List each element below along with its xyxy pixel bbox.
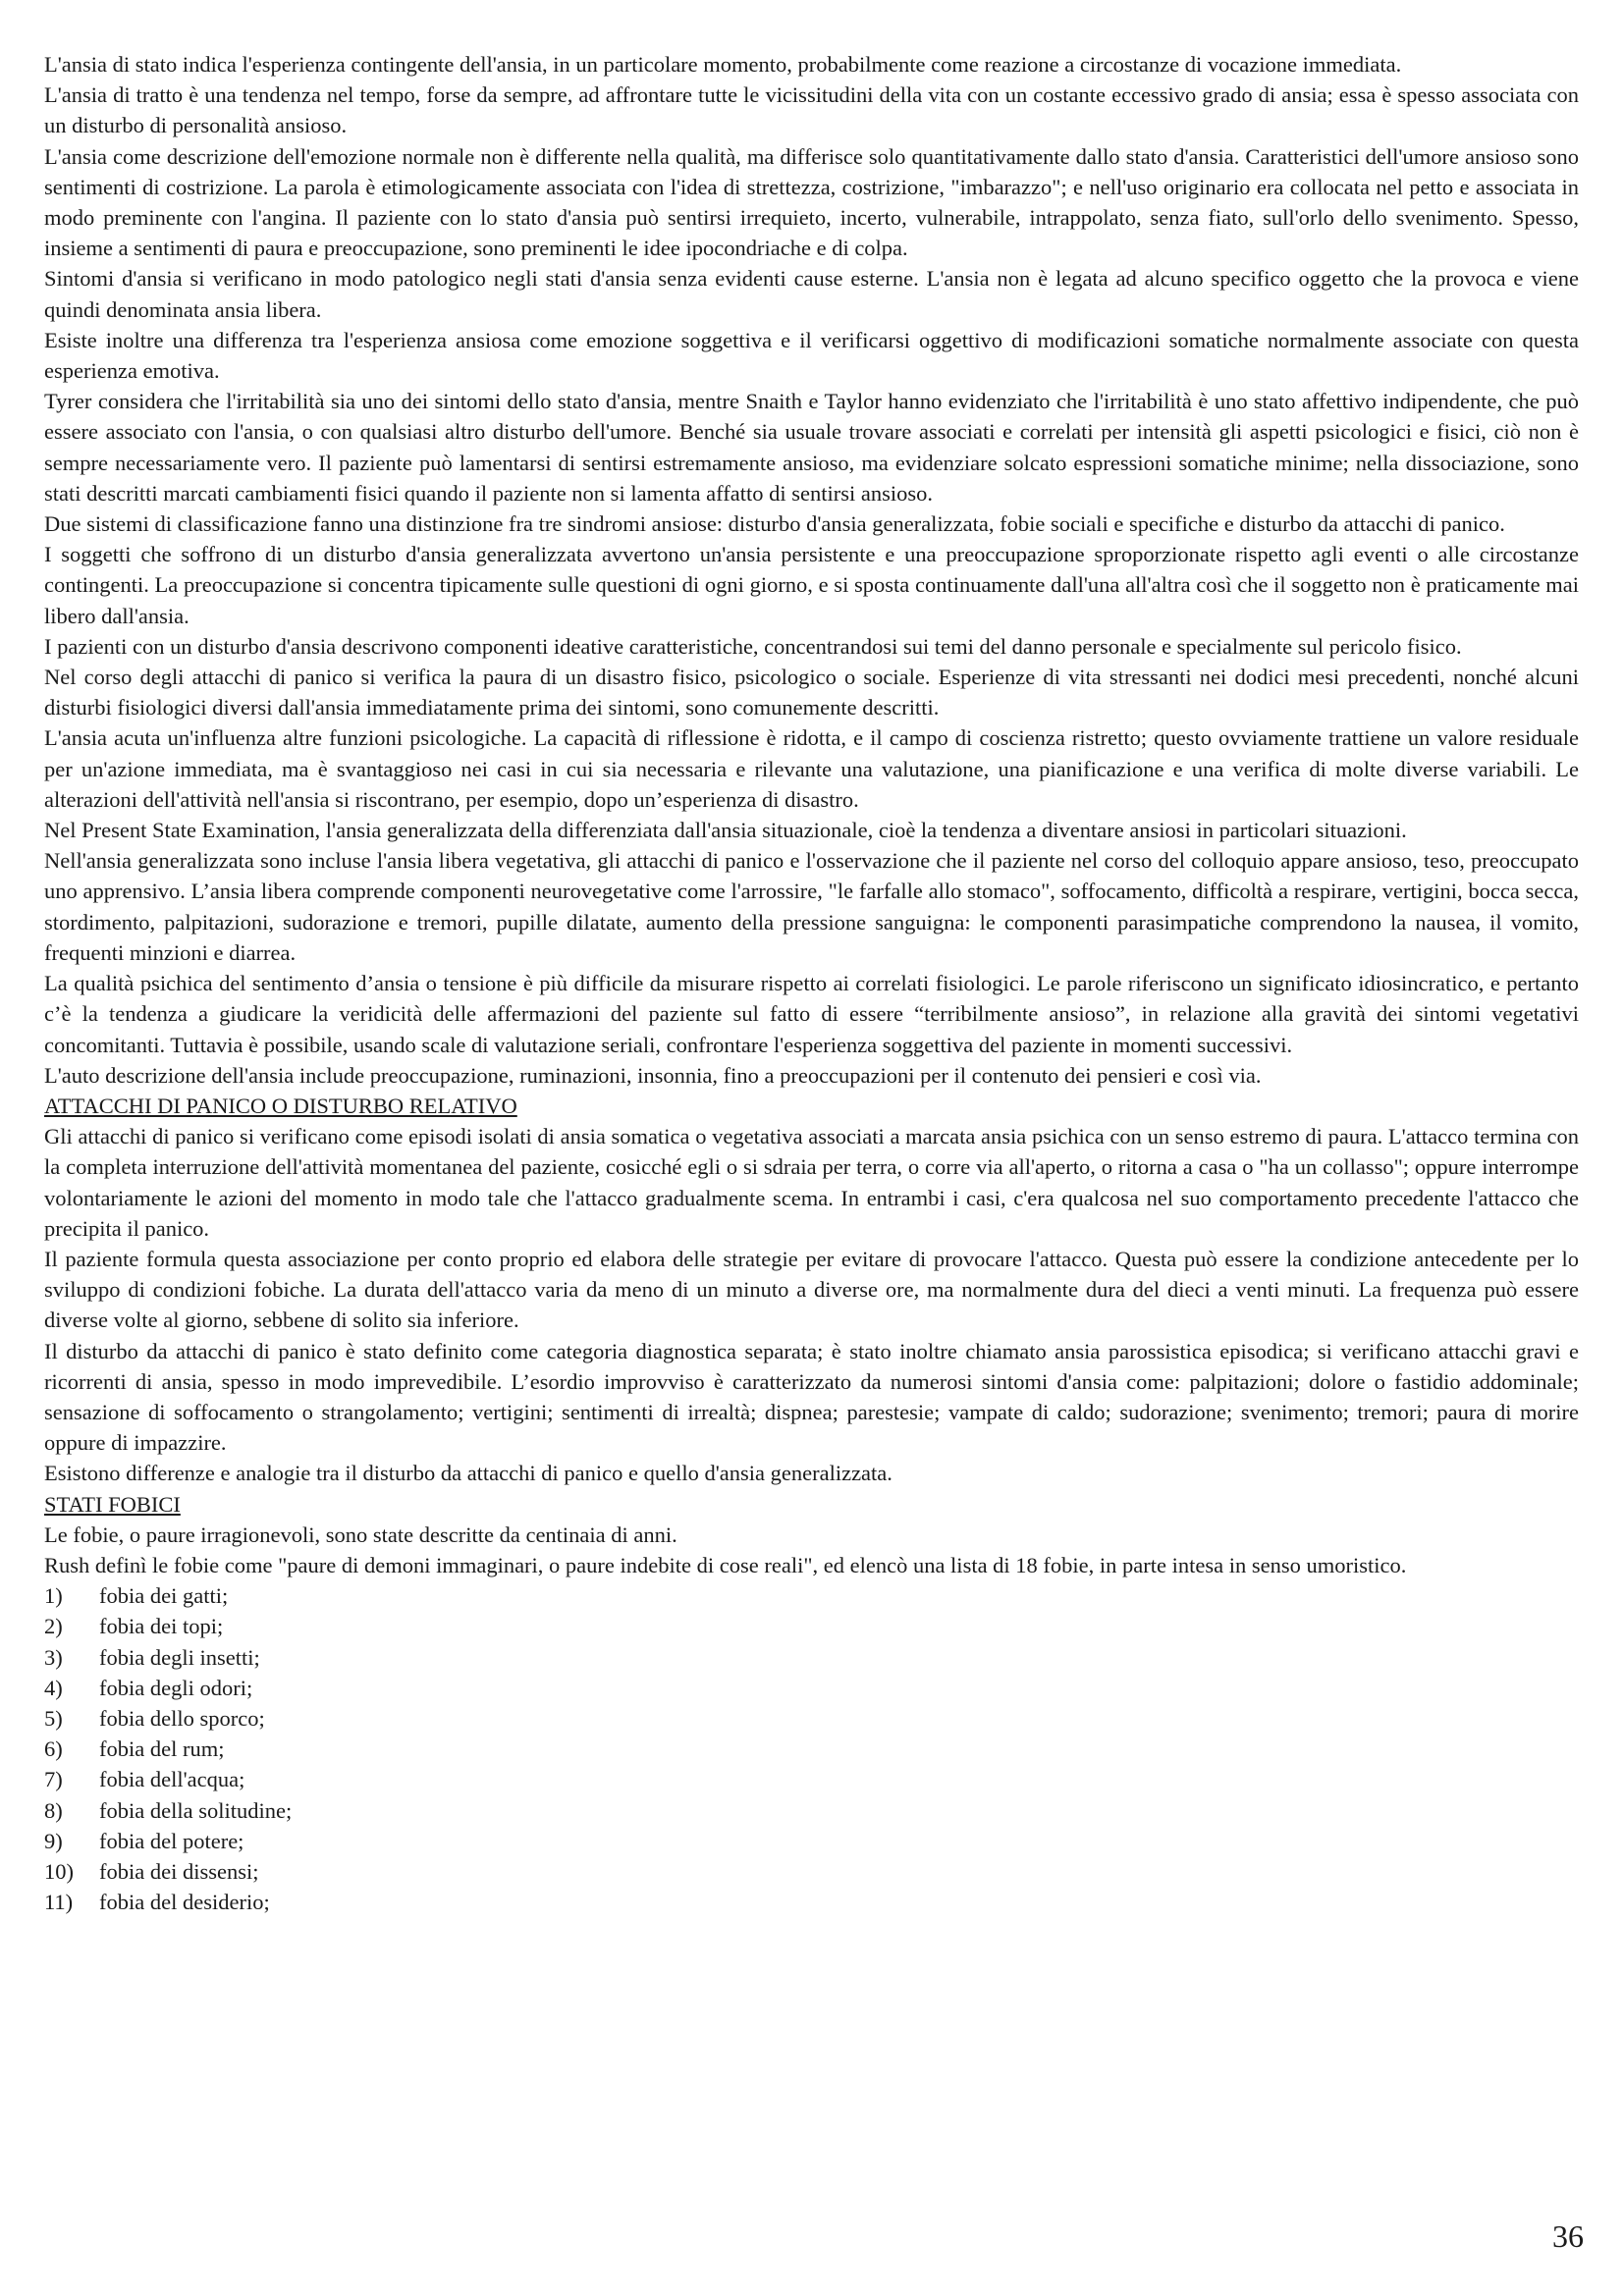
list-item <box>44 1795 1579 1826</box>
list-item-number: 4) <box>44 1675 63 1700</box>
list-item-text: fobia della solitudine; <box>99 1797 293 1823</box>
list-item <box>44 1856 1579 1887</box>
list-item <box>44 1734 1579 1764</box>
paragraph: L'ansia di tratto è una tendenza nel tempo, forse da sempre, ad affrontare tutte le vicissitudini della vita con un costante eccessivo grado di ansia; essa è spesso associata con un disturbo di personalità ansioso. <box>44 82 1579 138</box>
phobia-list <box>44 1580 1579 1917</box>
paragraph: Nell'ansia generalizzata sono incluse l'ansia libera vegetativa, gli attacchi di panico e l'osservazione che il paziente nel corso del colloquio appare ansioso, teso, preoccupato uno apprensivo. L’ansia libera comprende componenti neurovegetative come l'arrossire, "le farfalle allo stomaco", soffocamento, difficoltà a respirare, vertigini, bocca secca, stordimento, palpitazioni, sudorazione e tremori, pupille dilatate, aumento della pressione sanguigna: le componenti parasimpatiche comprendono la nausea, il vomito, frequenti minzioni e diarrea. <box>44 848 1579 965</box>
list-item-text: fobia dell'acqua; <box>99 1767 245 1792</box>
paragraph: Le fobie, o paure irragionevoli, sono state descritte da centinaia di anni. <box>44 1522 677 1547</box>
list-item-text: fobia dello sporco; <box>99 1705 265 1731</box>
paragraph: L'ansia acuta un'influenza altre funzioni psicologiche. La capacità di riflessione è ridotta, e il campo di coscienza ristretto; questo ovviamente trattiene un valore residuale per un'azione immediata, ma è svantaggioso nei casi in cui sia necessaria e rilevante una valutazione, una pianificazione e una verifica di molte diverse variabili. Le alterazioni dell'attività nell'ansia si riscontrano, per esempio, dopo un’esperienza di disastro. <box>44 725 1579 812</box>
list-item <box>44 1764 1579 1794</box>
paragraph: Esistono differenze e analogie tra il disturbo da attacchi di panico e quello d'ansia generalizzata. <box>44 1461 893 1486</box>
list-item-number: 9) <box>44 1828 63 1853</box>
list-item-number: 3) <box>44 1644 63 1670</box>
paragraph: L'ansia di stato indica l'esperienza contingente dell'ansia, in un particolare momento, probabilmente come reazione a circostanze di vocazione immediata. <box>44 52 1402 77</box>
paragraph: Esiste inoltre una differenza tra l'esperienza ansiosa come emozione soggettiva e il verificarsi oggettivo di modificazioni somatiche normalmente associate con questa esperienza emotiva. <box>44 327 1579 384</box>
list-item <box>44 1611 1579 1641</box>
document-page <box>44 49 1579 1917</box>
list-item-number: 11) <box>44 1890 74 1915</box>
body-text-section-3 <box>44 1520 1579 1580</box>
paragraph: Sintomi d'ansia si verificano in modo patologico negli stati d'ansia senza evidenti cause esterne. L'ansia non è legata ad alcuno specifico oggetto che la provoca e viene quindi denominata ansia libera. <box>44 266 1579 322</box>
paragraph: L'ansia come descrizione dell'emozione normale non è differente nella qualità, ma differisce solo quantitativamente dallo stato d'ansia. Caratteristici dell'umore ansioso sono sentimenti di costrizione. La parola è etimologicamente associata con l'idea di strettezza, costrizione, "imbarazzo"; e nell'uso originario era collocata nel petto e associata in modo preminente con l'angina. Il paziente con lo stato d'ansia può sentirsi irrequieto, incerto, vulnerabile, intrappolato, senza fiato, sull'orlo dello svenimento. Spesso, insieme a sentimenti di paura e preoccupazione, sono preminenti le idee ipocondriache e di colpa. <box>44 143 1579 261</box>
list-item <box>44 1703 1579 1734</box>
list-item-text: fobia degli insetti; <box>99 1644 260 1670</box>
paragraph: I pazienti con un disturbo d'ansia descrivono componenti ideative caratteristiche, concentrandosi sui temi del danno personale e specialmente sul pericolo fisico. <box>44 633 1462 659</box>
paragraph: Nel corso degli attacchi di panico si verifica la paura di un disastro fisico, psicologico o sociale. Esperienze di vita stressanti nei dodici mesi precedenti, nonché alcuni disturbi fisiologici diversi dall'ansia immediatamente prima dei sintomi, sono comunemente descritti. <box>44 665 1579 721</box>
list-item-number: 10) <box>44 1858 74 1884</box>
body-text-section-1 <box>44 49 1579 1091</box>
list-item <box>44 1826 1579 1856</box>
list-item-number: 2) <box>44 1614 63 1639</box>
paragraph: I soggetti che soffrono di un disturbo d'ansia generalizzata avvertono un'ansia persistente e una preoccupazione sproporzionate rispetto agli eventi o alle circostanze contingenti. La preoccupazione si concentra tipicamente sulle questioni di ogni giorno, e si sposta continuamente dall'una all'altra così che il soggetto non è praticamente mai libero dall'ansia. <box>44 542 1579 628</box>
paragraph: La qualità psichica del sentimento d’ansia o tensione è più difficile da misurare rispetto ai correlati fisiologici. Le parole riferiscono un significato idiosincratico, e pertanto c’è la tendenza a giudicare la veridicità delle affermazioni del paziente sul fatto di essere “terribilmente ansioso”, in relazione alla gravità dei sintomi vegetativi concomitanti. Tuttavia è possibile, usando scale di valutazione seriali, confrontare l'esperienza soggettiva del paziente in momenti successivi. <box>44 971 1579 1057</box>
list-item-number: 5) <box>44 1705 63 1731</box>
paragraph: L'auto descrizione dell'ansia include preoccupazione, ruminazioni, insonnia, fino a preoccupazioni per il contenuto dei pensieri e così via. <box>44 1062 1262 1088</box>
list-item-number: 1) <box>44 1583 63 1609</box>
list-item-number: 7) <box>44 1767 63 1792</box>
paragraph: Gli attacchi di panico si verificano come episodi isolati di ansia somatica o vegetativa associati a marcata ansia psichica con un senso estremo di paura. L'attacco termina con la completa interruzione dell'attività momentanea del paziente, cosicché egli o si sdraia per terra, o corre via all'aperto, o ritorna a casa o "ha un collasso"; oppure interrompe volontariamente le azioni del momento in modo tale che l'attacco gradualmente scema. In entrambi i casi, c'era qualcosa nel suo comportamento precedente l'attacco che precipita il panico. <box>44 1124 1579 1241</box>
paragraph: Il disturbo da attacchi di panico è stato definito come categoria diagnostica separata; è stato inoltre chiamato ansia parossistica episodica; si verificano attacchi gravi e ricorrenti di ansia, spesso in modo imprevedibile. L’esordio improvviso è caratterizzato da numerosi sintomi d'ansia come: palpitazioni; dolore o fastidio addominale; sensazione di soffocamento o strangolamento; vertigini; sentimenti di irrealtà; dispnea; parestesie; vampate di caldo; sudorazione; svenimento; tremori; paura di morire oppure di impazzire. <box>44 1338 1579 1456</box>
page-number: 36 <box>1552 2218 1584 2254</box>
paragraph: Nel Present State Examination, l'ansia generalizzata della differenziata dall'ansia situazionale, cioè la tendenza a diventare ansiosi in particolari situazioni. <box>44 818 1407 843</box>
list-item <box>44 1580 1579 1611</box>
section-heading-phobic-states: STATI FOBICI <box>44 1491 181 1517</box>
list-item-number: 6) <box>44 1736 63 1762</box>
list-item <box>44 1887 1579 1917</box>
paragraph: Il paziente formula questa associazione per conto proprio ed elabora delle strategie per evitare di provocare l'attacco. Questa può essere la condizione antecedente per lo sviluppo di condizioni fobiche. La durata dell'attacco varia da meno di un minuto a diverse ore, ma normalmente dura del dieci a venti minuti. La frequenza può essere diverse volte al giorno, sebbene di solito sia inferiore. <box>44 1246 1579 1333</box>
list-item <box>44 1673 1579 1703</box>
list-item-text: fobia del desiderio; <box>99 1890 270 1915</box>
body-text-section-2 <box>44 1121 1579 1488</box>
paragraph: Tyrer considera che l'irritabilità sia uno dei sintomi dello stato d'ansia, mentre Snaith e Taylor hanno evidenziato che l'irritabilità è uno stato affettivo indipendente, che può essere associato con l'ansia, o con qualsiasi altro disturbo dell'umore. Benché sia usuale trovare associati e correlati per intensità gli aspetti psicologici e fisici, ciò non è sempre necessariamente vero. Il paziente può lamentarsi di sentirsi estremamente ansioso, ma evidenziare solcato espressioni somatiche minime; nella dissociazione, sono stati descritti marcati cambiamenti fisici quando il paziente non si lamenta affatto di sentirsi ansioso. <box>44 389 1579 506</box>
section-heading-panic-attacks: ATTACCHI DI PANICO O DISTURBO RELATIVO <box>44 1093 517 1118</box>
paragraph: Due sistemi di classificazione fanno una distinzione fra tre sindromi ansiose: disturbo d'ansia generalizzata, fobie sociali e specifiche e disturbo da attacchi di panico. <box>44 511 1505 537</box>
list-item <box>44 1642 1579 1673</box>
list-item-text: fobia dei gatti; <box>99 1583 229 1609</box>
paragraph: Rush definì le fobie come "paure di demoni immaginari, o paure indebite di cose reali", ed elencò una lista di 18 fobie, in parte intesa in senso umoristico. <box>44 1552 1407 1577</box>
list-item-text: fobia dei topi; <box>99 1614 224 1639</box>
list-item-text: fobia dei dissensi; <box>99 1858 259 1884</box>
list-item-number: 8) <box>44 1797 63 1823</box>
list-item-text: fobia del rum; <box>99 1736 225 1762</box>
list-item-text: fobia degli odori; <box>99 1675 253 1700</box>
list-item-text: fobia del potere; <box>99 1828 244 1853</box>
